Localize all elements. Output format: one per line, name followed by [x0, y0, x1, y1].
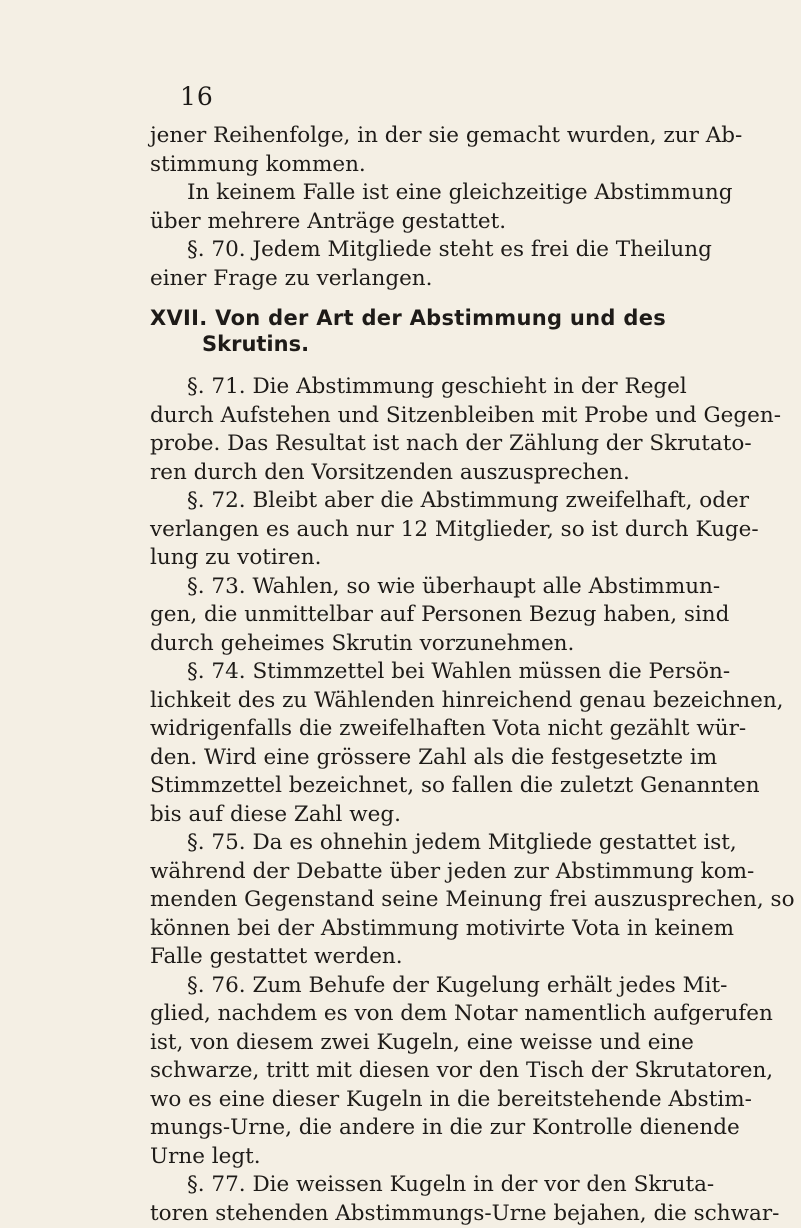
- text-line: gen, die unmittelbar auf Personen Bezug haben, sind: [150, 601, 660, 630]
- text-line: können bei der Abstimmung motivirte Vota in keinem: [150, 915, 660, 944]
- text-line: bis auf diese Zahl weg.: [150, 801, 660, 830]
- text-line: §. 75. Da es ohnehin jedem Mitgliede gestattet ist,: [150, 829, 660, 858]
- text-line: lung zu votiren.: [150, 544, 660, 573]
- text-line: widrigenfalls die zweifelhaften Vota nicht gezählt wür-: [150, 715, 660, 744]
- text-line: über mehrere Anträge gestattet.: [150, 208, 660, 237]
- text-line: toren stehenden Abstimmungs-Urne bejahen, die schwar-: [150, 1200, 660, 1228]
- text-line: den. Wird eine grössere Zahl als die festgesetzte im: [150, 744, 660, 773]
- text-line: durch geheimes Skrutin vorzunehmen.: [150, 630, 660, 659]
- text-line: §. 76. Zum Behufe der Kugelung erhält jedes Mit-: [150, 972, 660, 1001]
- text-line: während der Debatte über jeden zur Abstimmung kom-: [150, 858, 660, 887]
- paragraphs-before-heading: [150, 122, 660, 293]
- text-line: ist, von diesem zwei Kugeln, eine weisse und eine: [150, 1029, 660, 1058]
- text-line: jener Reihenfolge, in der sie gemacht wurden, zur Ab-: [150, 122, 660, 151]
- text-line: probe. Das Resultat ist nach der Zählung der Skrutato-: [150, 430, 660, 459]
- page-number: 16: [180, 82, 214, 111]
- text-line: stimmung kommen.: [150, 151, 660, 180]
- text-line: §. 77. Die weissen Kugeln in der vor den Skruta-: [150, 1171, 660, 1200]
- text-line: menden Gegenstand seine Meinung frei auszusprechen, so: [150, 886, 660, 915]
- text-line: §. 71. Die Abstimmung geschieht in der Regel: [150, 373, 660, 402]
- text-line: durch Aufstehen und Sitzenbleiben mit Probe und Gegen-: [150, 402, 660, 431]
- text-line: glied, nachdem es von dem Notar namentlich aufgerufen: [150, 1000, 660, 1029]
- section-heading-line-2: Skrutins.: [150, 331, 660, 357]
- text-line: Falle gestattet werden.: [150, 943, 660, 972]
- section-heading-line-1: XVII. Von der Art der Abstimmung und des: [150, 305, 660, 331]
- text-line: verlangen es auch nur 12 Mitglieder, so ist durch Kuge-: [150, 516, 660, 545]
- text-line: §. 70. Jedem Mitgliede steht es frei die Theilung: [150, 236, 660, 265]
- text-line: schwarze, tritt mit diesen vor den Tisch der Skrutatoren,: [150, 1057, 660, 1086]
- body-text: [150, 122, 660, 1228]
- paragraphs-after-heading: [150, 373, 660, 1228]
- text-line: §. 74. Stimmzettel bei Wahlen müssen die Persön-: [150, 658, 660, 687]
- text-line: mungs-Urne, die andere in die zur Kontrolle dienende: [150, 1114, 660, 1143]
- text-line: §. 72. Bleibt aber die Abstimmung zweifelhaft, oder: [150, 487, 660, 516]
- text-line: Stimmzettel bezeichnet, so fallen die zuletzt Genannten: [150, 772, 660, 801]
- text-line: wo es eine dieser Kugeln in die bereitstehende Abstim-: [150, 1086, 660, 1115]
- text-line: ren durch den Vorsitzenden auszusprechen.: [150, 459, 660, 488]
- text-line: Urne legt.: [150, 1143, 660, 1172]
- text-line: §. 73. Wahlen, so wie überhaupt alle Abstimmun-: [150, 573, 660, 602]
- text-line: einer Frage zu verlangen.: [150, 265, 660, 294]
- text-line: In keinem Falle ist eine gleichzeitige Abstimmung: [150, 179, 660, 208]
- text-line: lichkeit des zu Wählenden hinreichend genau bezeichnen,: [150, 687, 660, 716]
